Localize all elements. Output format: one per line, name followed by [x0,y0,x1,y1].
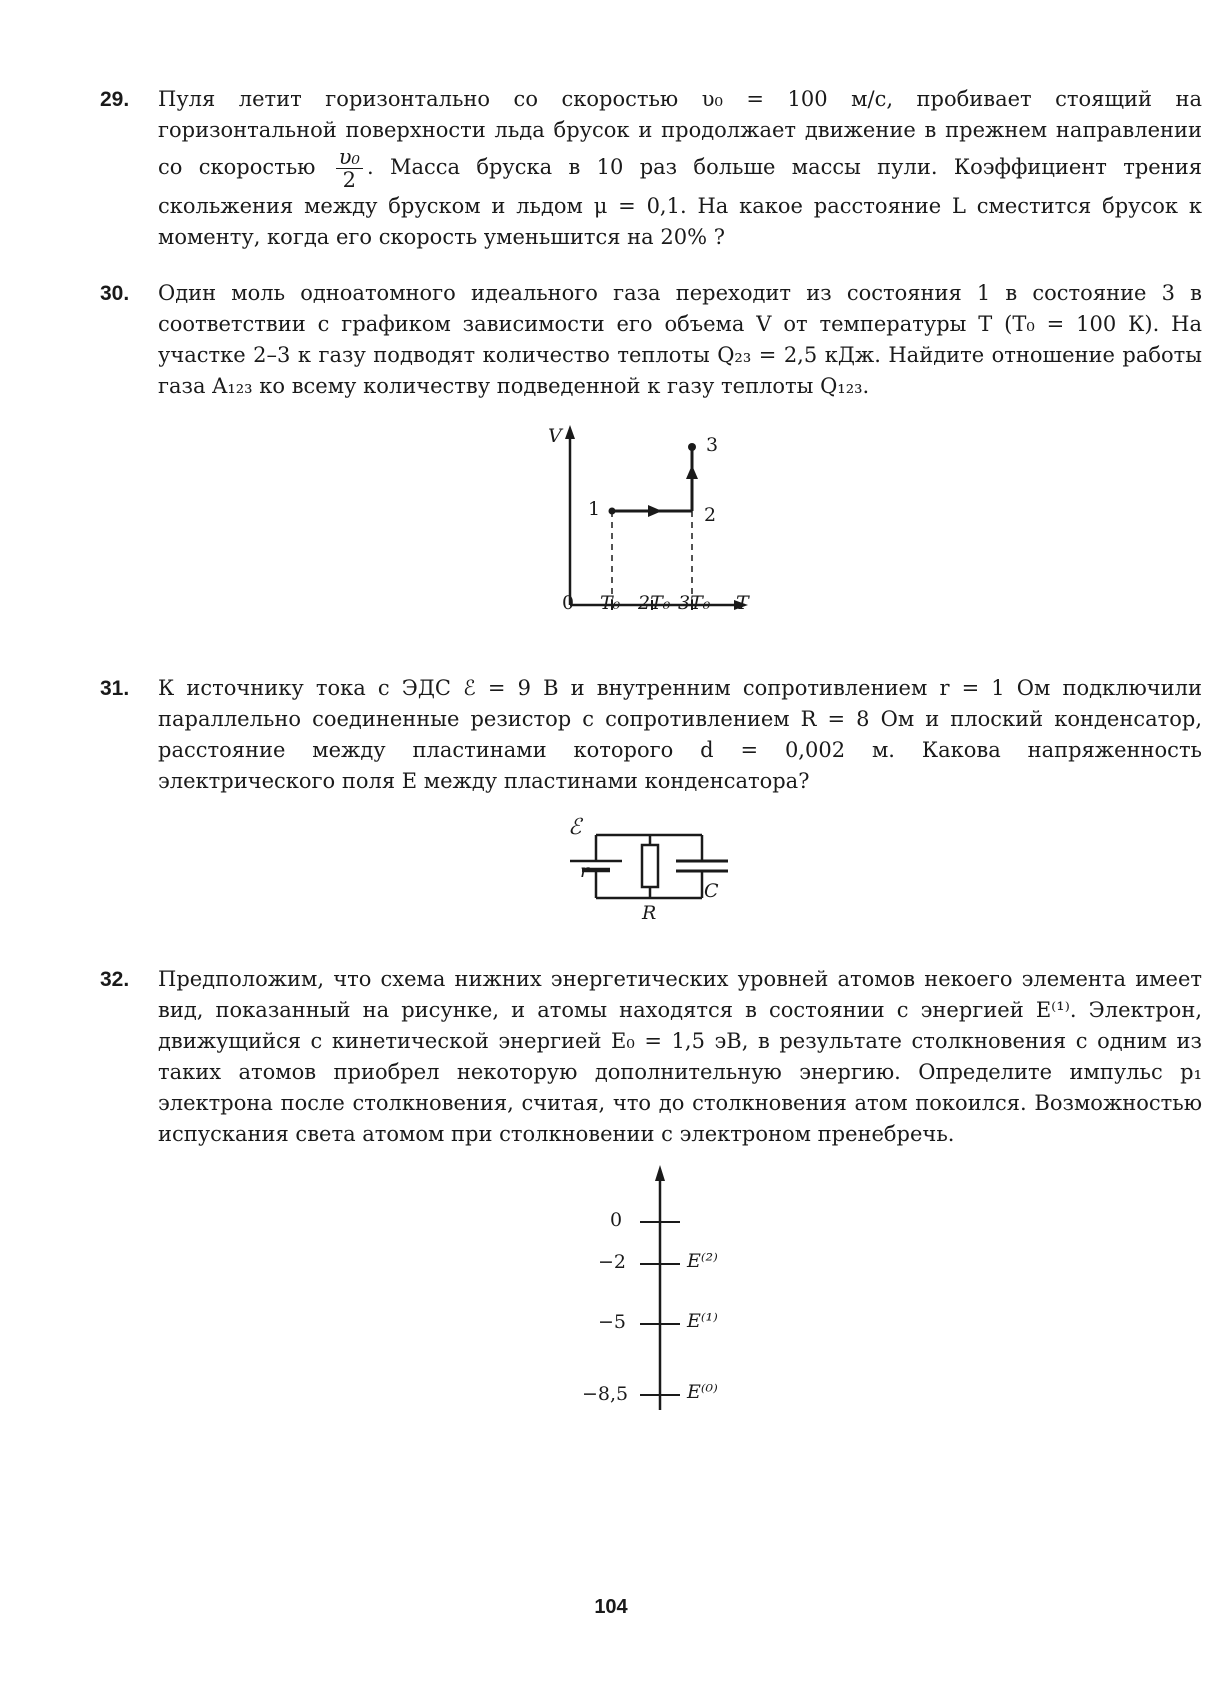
energy-level-diagram [630,1165,690,1410]
graph-point-label-3: 3 [706,434,719,456]
problem-number: 31. [100,677,130,700]
level-value-e1: −5 [598,1311,627,1333]
problem-29 [100,84,1202,253]
problem-number: 30. [100,282,130,305]
graph-tick-label-t0: T₀ [600,592,621,614]
state-point-3 [688,443,696,451]
problem-text-part-a: Пуля летит горизонтально со скоростью υ₀ = 100 м/с, пробивает стоящий на горизонтальной поверхности льда брусок и продолжает движение в прежнем направлении со скоростью [158,87,1202,179]
level-label-e0: E⁽⁰⁾ [687,1381,718,1403]
y-axis-arrow [565,425,575,439]
energy-axis-arrow [655,1165,665,1181]
problem-text [158,84,1202,253]
resistor-body [642,845,658,887]
problem-32 [100,964,1202,1150]
volume-temperature-graph [540,425,770,650]
fraction-denominator: 2 [342,168,357,192]
internal-resistance-label: r [580,860,590,882]
resistor-label: R [642,902,657,924]
graph-point-label-2: 2 [704,504,717,526]
emf-label: ℰ [568,815,582,840]
graph-point-label-1: 1 [588,498,601,520]
level-label-e2: E⁽²⁾ [687,1250,718,1272]
graph-x-label: T [736,592,749,614]
state-point-1 [609,508,616,515]
problem-text: К источнику тока с ЭДС ℰ = 9 В и внутренним сопротивлением r = 1 Ом подключили параллельно соединенные резистор с сопротивлением R = 8 Ом и плоский конденсатор, расстояние между пластинами которого d = 0,002 м. Какова напряженность электрического поля E между пластинами конденсатора? [158,676,1202,793]
velocity-fraction [336,146,363,191]
problem-text: Предположим, что схема нижних энергетических уровней атомов некоего элемента имеет вид, показанный на рисунке, и атомы находятся в состоянии с энергией E⁽¹⁾. Электрон, движущийся с кинетической энергией E₀ = 1,5 эВ, в результате столкновения с одним из таких атомов приобрел некоторую дополнительную энергию. Определите импульс p₁ электрона после столкновения, считая, что до столкновения атом покоился. Возможностью испускания света атомом при столкновении с электроном пренебречь. [158,967,1202,1146]
process-2-3-arrow [686,465,698,479]
capacitor-label: C [704,880,719,902]
problem-number: 32. [100,968,130,991]
graph-origin-label: 0 [562,592,575,614]
level-value-0: 0 [610,1209,623,1231]
level-label-e1: E⁽¹⁾ [687,1310,718,1332]
process-1-2-arrow [648,505,662,517]
level-value-e0: −8,5 [582,1383,629,1405]
problem-30 [100,278,1202,402]
graph-y-label: V [548,425,562,447]
problem-number: 29. [100,88,130,111]
problem-text: Один моль одноатомного идеального газа переходит из состояния 1 в состояние 3 в соответствии с графиком зависимости его объема V от температуры T (T₀ = 100 К). На участке 2–3 к газу подводят количество теплоты Q₂₃ = 2,5 кДж. Найдите отношение работы газа A₁₂₃ ко всему количеству подведенной к газу теплоты Q₁₂₃. [158,281,1202,398]
problem-text-part-b: . Масса бруска в 10 раз больше массы пули. Коэффициент трения скольжения между бруском и льдом μ = 0,1. На какое расстояние L сместится брусок к моменту, когда его скорость уменьшится на 20% ? [158,155,1202,249]
page-number: 104 [594,1596,628,1618]
problem-31 [100,673,1202,797]
fraction-numerator: υ₀ [336,146,363,169]
graph-tick-label-2t0: 2T₀ [638,592,671,614]
graph-tick-label-3t0: 3T₀ [678,592,711,614]
level-value-e2: −2 [598,1251,627,1273]
